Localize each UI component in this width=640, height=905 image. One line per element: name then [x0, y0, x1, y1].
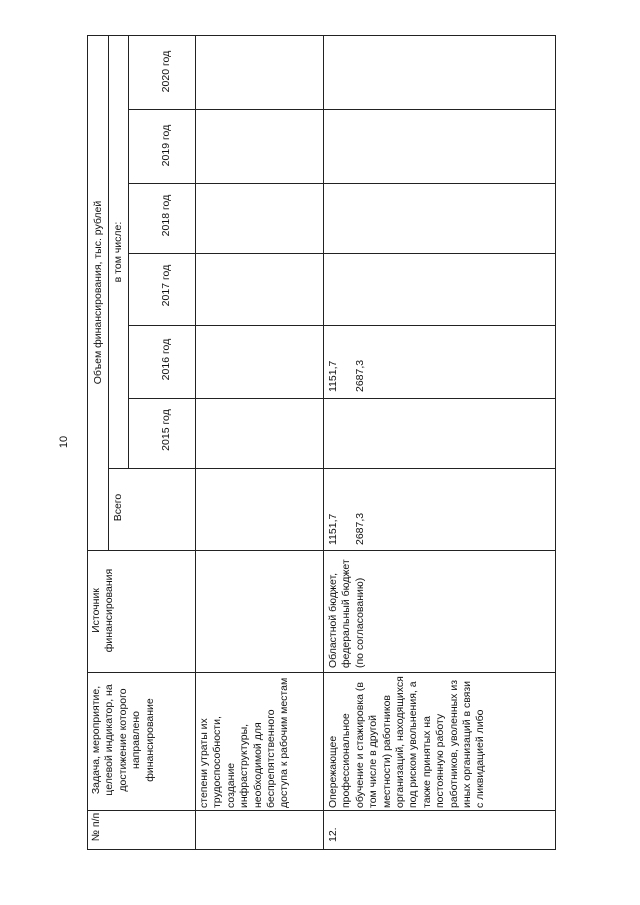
header-year-2017: 2017 год — [160, 264, 172, 307]
header-total: Всего — [112, 493, 124, 522]
header-year-2019: 2019 год — [160, 124, 172, 167]
col-sep-2017 — [128, 253, 556, 254]
row-2-task: Опережающее профессиональное обучение и стажировка (в том числе в другой местности) работников организаций, находящихся под риском увольнения, а также принятых на постоянную работу работников, уволенных из иных организаций в связи с ликвидацией либо — [327, 676, 487, 808]
col-sep-source — [87, 550, 556, 551]
header-including: в том числе: — [112, 221, 124, 283]
header-year-2020: 2020 год — [160, 50, 172, 93]
header-year-2015: 2015 год — [160, 409, 172, 451]
col-sep-2015 — [128, 398, 556, 399]
row-sep-1 — [323, 35, 324, 850]
col-sep-task — [87, 672, 556, 673]
including-header-line — [128, 35, 129, 469]
header-volume: Объем финансирования, тыс. рублей — [92, 200, 104, 385]
row-1-task: степени утраты их трудоспособности, создание инфраструктуры, необходимой для беспрепятственного доступа к рабочим местам — [198, 677, 291, 808]
grid-bottom — [87, 849, 556, 850]
header-num: № п/п — [90, 812, 102, 842]
row-2-total: 1151,7 2687,3 — [327, 512, 366, 545]
page-number: 10 — [58, 435, 70, 449]
row-sep-header — [195, 35, 196, 850]
col-sep-2016 — [128, 325, 556, 326]
header-task: Задача, мероприятие, целевой индикатор, на достижение которого направлено финансирование — [90, 684, 156, 796]
grid-left — [87, 35, 88, 850]
header-year-2018: 2018 год — [160, 194, 172, 237]
header-source: Источник финансирования — [90, 568, 116, 653]
row-2-source: Областной бюджет, федеральный бюджет (по согласованию) — [327, 559, 366, 668]
grid-right — [555, 35, 556, 850]
grid-top — [87, 35, 556, 36]
row-2-num: 12. — [327, 827, 339, 842]
col-sep-total — [108, 468, 556, 469]
col-sep-num — [87, 810, 556, 811]
volume-header-line — [108, 35, 109, 551]
header-year-2016: 2016 год — [160, 338, 172, 381]
col-sep-2018 — [128, 183, 556, 184]
col-sep-2019 — [128, 109, 556, 110]
row-2-2016: 1151,7 2687,3 — [327, 359, 366, 392]
